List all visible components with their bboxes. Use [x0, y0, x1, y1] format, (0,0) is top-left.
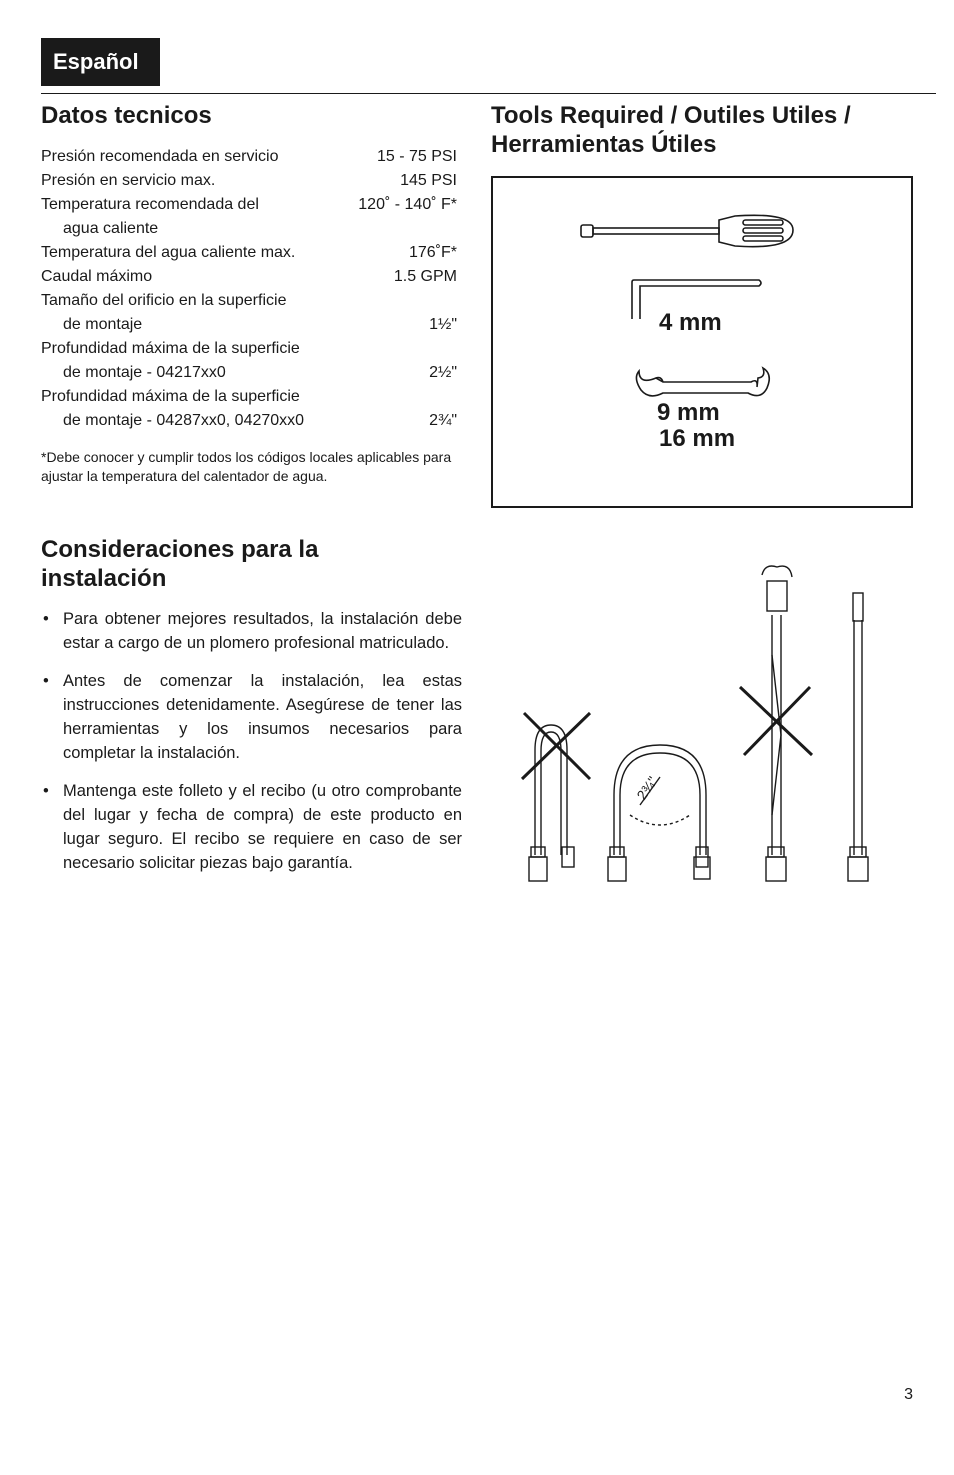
spec-value: 145 PSI	[400, 172, 457, 189]
spec-label-continued: de montaje - 04287xx0, 04270xx0	[63, 412, 305, 429]
tools-illustration	[493, 178, 915, 510]
spec-value: 2¾"	[429, 412, 457, 429]
page-number: 3	[904, 1386, 913, 1403]
spec-row	[41, 385, 457, 433]
spec-value: 15 - 75 PSI	[376, 148, 457, 165]
spec-label: Temperatura recomendada del	[41, 196, 259, 213]
open-end-wrench-icon	[636, 368, 769, 396]
language-tab: Español	[41, 38, 160, 86]
installation-list	[41, 607, 462, 889]
spec-label: Temperatura del agua caliente max.	[41, 244, 296, 261]
spec-value: 176˚F*	[408, 244, 457, 261]
spec-value: 2½"	[429, 364, 457, 381]
header-divider	[41, 93, 936, 94]
spec-row	[41, 145, 457, 169]
installation-heading: Consideraciones para la instalación	[41, 536, 319, 592]
tools-box	[491, 176, 913, 508]
spec-label-continued: de montaje - 04217xx0	[63, 364, 226, 381]
hex-key-size: 4 mm	[659, 309, 722, 336]
list-item: • Para obtener mejores resultados, la instalación debe estar a cargo de un plomero profesional matriculado.	[41, 607, 462, 655]
temperature-footnote: *Debe conocer y cumplir todos los códigos locales aplicables para ajustar la temperatura del calentador de agua.	[41, 449, 452, 484]
spec-value: 1.5 GPM	[393, 268, 457, 285]
spec-row	[41, 289, 457, 337]
spec-row	[41, 337, 457, 385]
spec-label-continued: agua caliente	[63, 220, 159, 237]
hose-correct-bend-icon	[608, 745, 710, 881]
tools-heading: Tools Required / Outiles Utiles / Herramientas Útiles	[491, 102, 851, 158]
wrench-size-large: 16 mm	[659, 425, 736, 452]
hose-twisted-crossed-icon	[740, 566, 812, 881]
spec-label: Presión recomendada en servicio	[41, 148, 279, 165]
spec-label: Profundidad máxima de la superficie	[41, 340, 300, 357]
spec-row	[41, 265, 457, 289]
spec-label: Profundidad máxima de la superficie	[41, 388, 300, 405]
spec-value: 1½"	[429, 316, 457, 333]
hose-tight-bend-crossed-icon	[522, 713, 590, 881]
list-item: • Mantenga este folleto y el recibo (u otro comprobante del lugar y fecha de compra) de este producto en lugar seguro. El recibo se requiere en caso de ser necesario solicitar piezas bajo garantía.	[41, 779, 462, 875]
screwdriver-icon	[581, 215, 793, 246]
spec-label-continued: de montaje	[63, 316, 143, 333]
wrench-size-small: 9 mm	[657, 399, 720, 426]
tech-data-table	[41, 145, 457, 433]
spec-value: 120˚ - 140˚ F*	[358, 196, 457, 213]
tech-data-heading: Datos tecnicos	[41, 102, 212, 129]
spec-row	[41, 241, 457, 265]
spec-label: Caudal máximo	[41, 268, 153, 285]
hose-straight-icon	[848, 593, 868, 881]
spec-row	[41, 169, 457, 193]
spec-label: Presión en servicio max.	[41, 172, 216, 189]
spec-label: Tamaño del orificio en la superficie	[41, 292, 287, 309]
hose-bend-label: 2¾"	[633, 773, 661, 803]
spec-row	[41, 193, 457, 241]
list-item: • Antes de comenzar la instalación, lea estas instrucciones detenidamente. Asegúrese de tener las herramientas y los insumos necesarios para completar la instalación.	[41, 669, 462, 765]
hose-diagram	[500, 555, 910, 895]
